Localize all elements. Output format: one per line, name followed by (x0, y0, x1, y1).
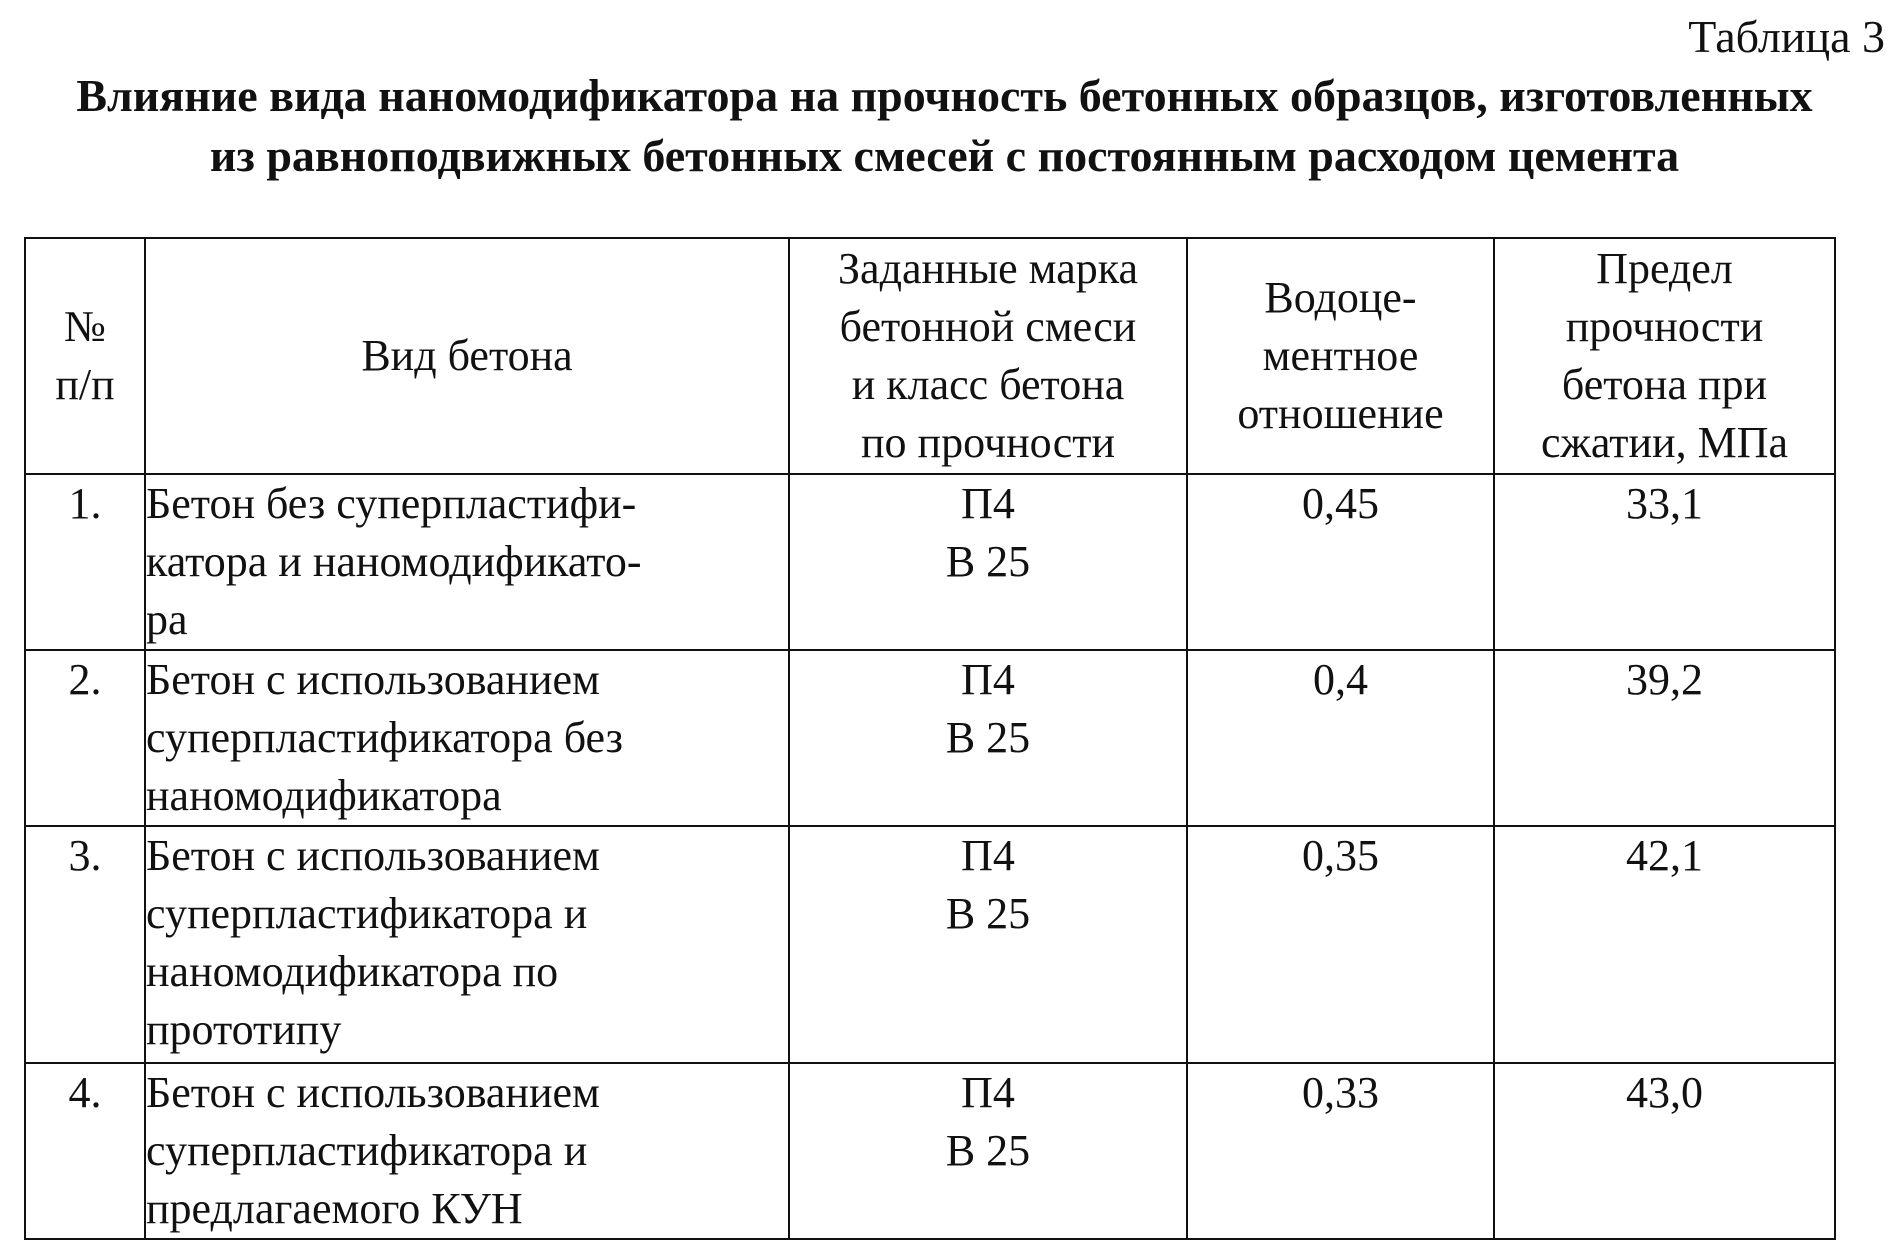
cell-number: 2. (25, 650, 145, 826)
header-compressive-strength (1494, 238, 1835, 474)
cell-water-cement-ratio: 0,33 (1187, 1063, 1494, 1239)
header-text: и класс бетона (851, 360, 1125, 409)
cell-text: суперпластификатора без (146, 713, 623, 762)
cell-text: предлагаемого КУН (146, 1184, 523, 1233)
header-number (25, 238, 145, 474)
header-row (25, 238, 1835, 474)
cell-concrete-type (145, 1063, 789, 1239)
cell-text: Бетон с использованием (146, 831, 600, 880)
cell-text: ра (146, 595, 188, 644)
header-concrete-type (145, 238, 789, 474)
cell-grade-class (789, 1063, 1187, 1239)
table-title-line: из равноподвижных бетонных смесей с постоянным расходом цемента (209, 130, 1680, 181)
cell-number: 4. (25, 1063, 145, 1239)
header-text: Заданные марка (838, 244, 1138, 293)
header-text: Предел (1596, 244, 1733, 293)
table-title-line: Влияние вида наномодификатора на прочность бетонных образцов, изготовленных (76, 70, 1813, 121)
cell-grade-class (789, 826, 1187, 1063)
header-text: Водоце- (1264, 273, 1417, 322)
table-row (25, 826, 1835, 1063)
cell-text: В 25 (945, 1126, 1031, 1175)
cell-text: Бетон без суперпластифи- (146, 479, 637, 528)
cell-water-cement-ratio: 0,45 (1187, 474, 1494, 650)
cell-text: В 25 (945, 889, 1031, 938)
table-row (25, 474, 1835, 650)
header-text: Вид бетона (361, 331, 573, 380)
table-row (25, 650, 1835, 826)
cell-number: 3. (25, 826, 145, 1063)
cell-text: наномодификатора (146, 771, 502, 820)
cell-grade-class (789, 650, 1187, 826)
header-text: прочности (1565, 302, 1764, 351)
cell-text: П4 (961, 1068, 1015, 1117)
cell-water-cement-ratio: 0,4 (1187, 650, 1494, 826)
cell-text: прототипу (146, 1005, 342, 1054)
header-grade-class (789, 238, 1187, 474)
table-label: Таблица 3 (1688, 11, 1885, 62)
cell-number: 1. (25, 474, 145, 650)
cell-text: Бетон с использованием (146, 1068, 600, 1117)
data-table (24, 237, 1836, 1240)
header-text: отношение (1237, 389, 1444, 438)
cell-compressive-strength: 39,2 (1494, 650, 1835, 826)
header-text: п/п (55, 360, 115, 409)
cell-compressive-strength: 42,1 (1494, 826, 1835, 1063)
cell-text: П4 (961, 655, 1015, 704)
header-text: № (64, 302, 106, 351)
cell-concrete-type (145, 650, 789, 826)
header-text: по прочности (860, 418, 1116, 467)
header-text: бетона при (1561, 360, 1768, 409)
cell-text: В 25 (945, 713, 1031, 762)
cell-water-cement-ratio: 0,35 (1187, 826, 1494, 1063)
cell-compressive-strength: 43,0 (1494, 1063, 1835, 1239)
header-text: сжатии, МПа (1540, 418, 1789, 467)
cell-text: Бетон с использованием (146, 655, 600, 704)
cell-concrete-type (145, 826, 789, 1063)
table-row (25, 1063, 1835, 1239)
cell-text: П4 (961, 831, 1015, 880)
cell-text: суперпластификатора и (146, 1126, 588, 1175)
cell-text: В 25 (945, 537, 1031, 586)
cell-text: суперпластификатора и (146, 889, 588, 938)
header-text: бетонной смеси (839, 302, 1137, 351)
cell-compressive-strength: 33,1 (1494, 474, 1835, 650)
cell-concrete-type (145, 474, 789, 650)
cell-text: катора и наномодификато- (146, 537, 642, 586)
cell-grade-class (789, 474, 1187, 650)
table-title (0, 66, 1889, 186)
header-text: ментное (1262, 331, 1419, 380)
cell-text: наномодификатора по (146, 947, 559, 996)
cell-text: П4 (961, 479, 1015, 528)
header-water-cement-ratio (1187, 238, 1494, 474)
